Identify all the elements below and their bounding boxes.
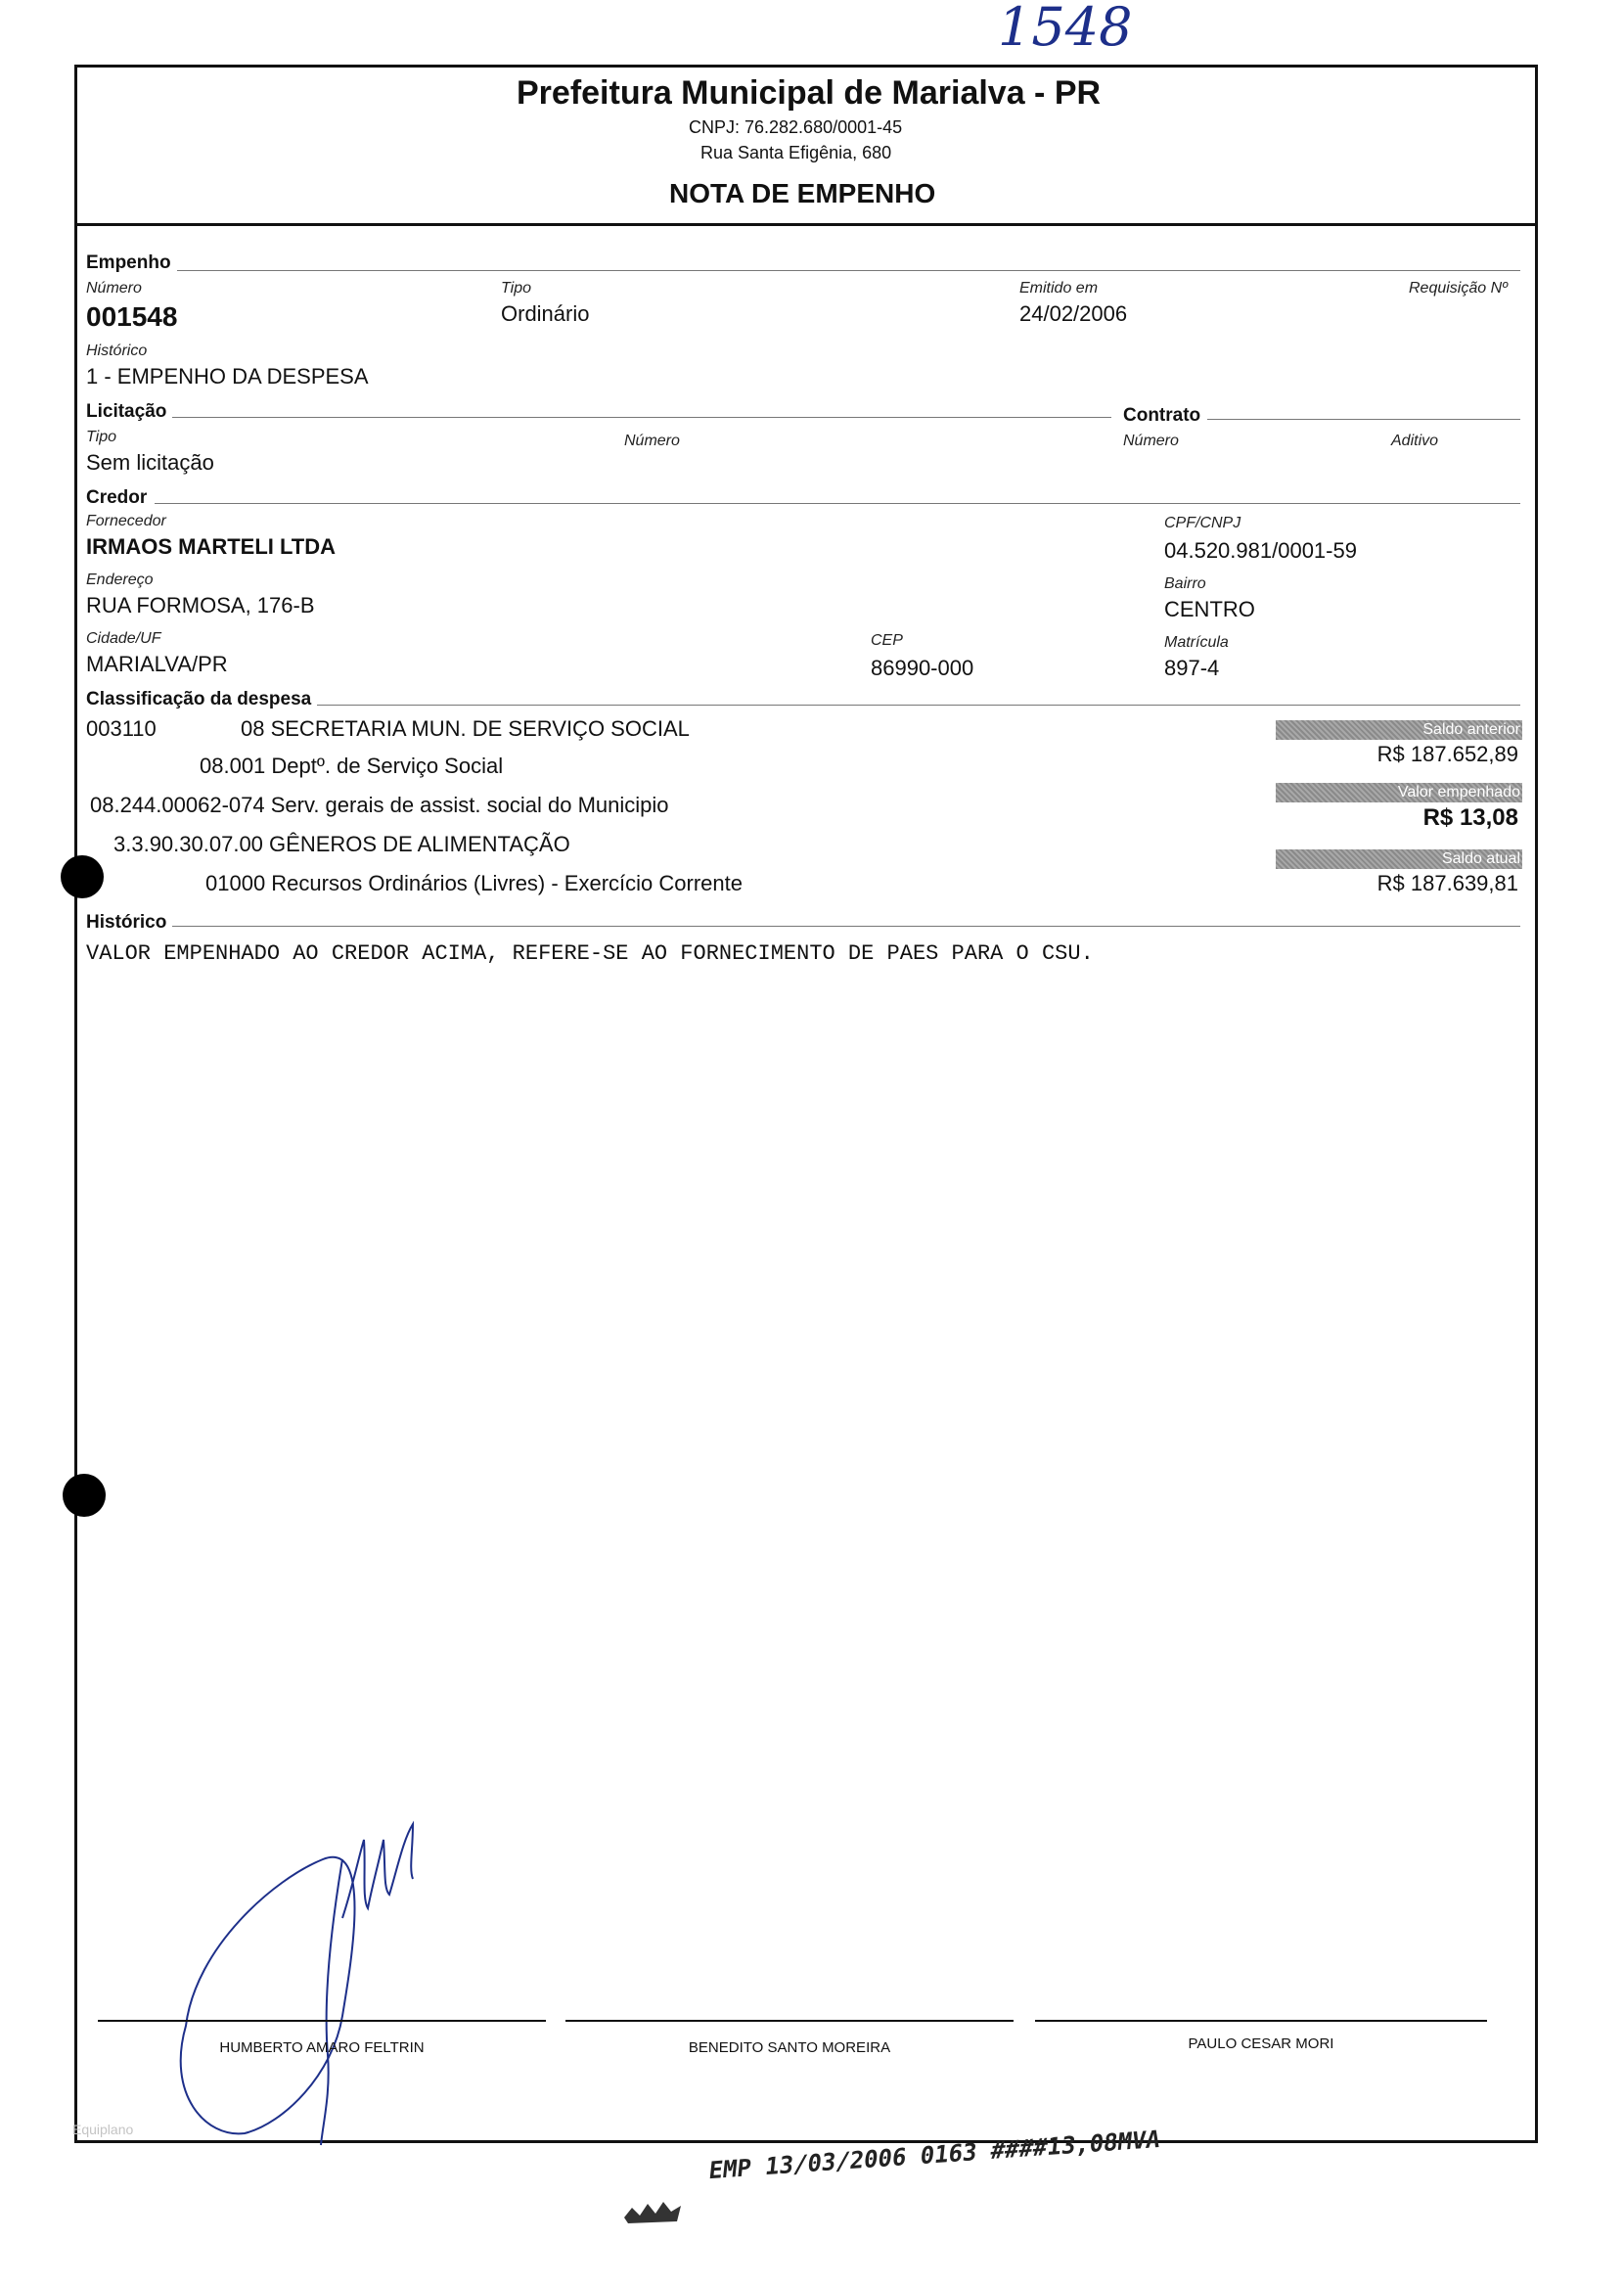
contrato-rule <box>1207 419 1520 420</box>
historico-rule <box>166 926 1520 927</box>
org-cnpj: CNPJ: 76.282.680/0001-45 <box>689 117 903 137</box>
matricula: 897-4 <box>1164 656 1220 680</box>
fornecedor-label: Fornecedor <box>86 513 166 529</box>
saldo-anterior-label: Saldo anterior <box>1276 720 1522 740</box>
cidade-label: Cidade/UF <box>86 630 161 647</box>
licitacao-tipo-label: Tipo <box>86 429 116 445</box>
handwritten-page-number: 1548 <box>998 0 1133 58</box>
stamp-logo-icon <box>622 2196 685 2225</box>
empenho-section-title: Empenho <box>86 252 177 274</box>
signature-line-2 <box>565 2020 1014 2022</box>
cpf-cnpj: 04.520.981/0001-59 <box>1164 538 1357 563</box>
classificacao-section-title: Classificação da despesa <box>86 689 317 710</box>
matricula-label: Matrícula <box>1164 634 1229 651</box>
requisicao-label: Requisição Nº <box>1409 280 1508 297</box>
historico-section-title: Histórico <box>86 912 172 934</box>
endereco-label: Endereço <box>86 572 154 588</box>
bairro-label: Bairro <box>1164 575 1206 592</box>
hole-punch-mark <box>63 1474 106 1517</box>
cidade: MARIALVA/PR <box>86 652 228 676</box>
signature-line-3 <box>1035 2020 1487 2022</box>
cep-label: CEP <box>871 632 903 649</box>
contrato-section-title: Contrato <box>1123 405 1206 427</box>
historico-text: VALOR EMPENHADO AO CREDOR ACIMA, REFERE-SE AO FORNECIMENTO DE PAES PARA O CSU. <box>86 941 1094 966</box>
classificacao-departamento: 08.001 Deptº. de Serviço Social <box>200 754 504 778</box>
valor-empenhado-label: Valor empenhado <box>1276 783 1522 802</box>
credor-section-title: Credor <box>86 487 153 509</box>
system-watermark: Equiplano <box>72 2122 134 2137</box>
classificacao-rule <box>317 705 1520 706</box>
cpf-cnpj-label: CPF/CNPJ <box>1164 515 1241 531</box>
signatory-name: PAULO CESAR MORI <box>1188 2035 1334 2052</box>
org-name: Prefeitura Municipal de Marialva - PR <box>517 74 1102 112</box>
signature-line-1 <box>98 2020 546 2022</box>
fornecedor-name: IRMAOS MARTELI LTDA <box>86 534 337 559</box>
classificacao-funcional: 08.244.00062-074 Serv. gerais de assist. social do Municipio <box>90 793 669 817</box>
empenho-rule <box>166 270 1520 271</box>
classificacao-secretaria: 08 SECRETARIA MUN. DE SERVIÇO SOCIAL <box>241 716 690 741</box>
contrato-numero-label: Número <box>1123 433 1179 449</box>
credor-rule <box>155 503 1520 504</box>
saldo-atual-value: R$ 187.639,81 <box>1376 871 1518 895</box>
licitacao-numero-label: Número <box>624 433 680 449</box>
valor-empenhado-value: R$ 13,08 <box>1422 804 1518 831</box>
empenho-historico-label: Histórico <box>86 343 148 359</box>
saldo-atual-label: Saldo atual <box>1276 849 1522 869</box>
header-divider <box>74 223 1538 226</box>
signature-scribble <box>157 1801 489 2153</box>
bairro: CENTRO <box>1164 597 1255 621</box>
classificacao-recurso: 01000 Recursos Ordinários (Livres) - Exercício Corrente <box>205 871 743 895</box>
signatory-name: BENEDITO SANTO MOREIRA <box>688 2039 891 2056</box>
classificacao-elemento: 3.3.90.30.07.00 GÊNEROS DE ALIMENTAÇÃO <box>113 832 570 856</box>
empenho-tipo: Ordinário <box>501 301 590 326</box>
empenho-numero: 001548 <box>86 301 178 332</box>
signatory-name: HUMBERTO AMARO FELTRIN <box>219 2039 425 2056</box>
licitacao-section-title: Licitação <box>86 401 172 423</box>
register-stamp: EMP 13/03/2006 0163 ####13,08MVA <box>707 2125 1162 2185</box>
licitacao-rule <box>168 417 1111 418</box>
contrato-aditivo-label: Aditivo <box>1391 433 1439 449</box>
empenho-numero-label: Número <box>86 280 142 297</box>
classificacao-code: 003110 <box>86 716 157 741</box>
cep: 86990-000 <box>871 656 974 680</box>
licitacao-tipo: Sem licitação <box>86 450 214 475</box>
empenho-emitido-label: Emitido em <box>1019 280 1099 297</box>
org-address: Rua Santa Efigênia, 680 <box>700 143 892 162</box>
empenho-emitido: 24/02/2006 <box>1019 301 1128 326</box>
endereco: RUA FORMOSA, 176-B <box>86 593 315 617</box>
document-title: NOTA DE EMPENHO <box>669 178 936 208</box>
empenho-historico: 1 - EMPENHO DA DESPESA <box>86 364 369 389</box>
hole-punch-mark <box>61 855 104 898</box>
empenho-tipo-label: Tipo <box>501 280 531 297</box>
saldo-anterior-value: R$ 187.652,89 <box>1376 742 1518 766</box>
